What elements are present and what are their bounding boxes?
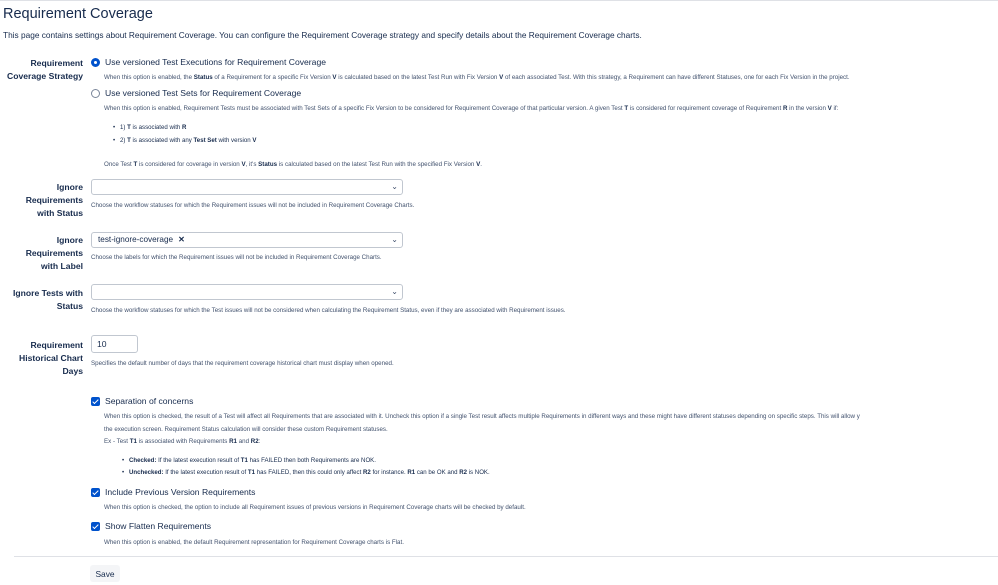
form-divider	[14, 556, 998, 557]
checkbox-label: Separation of concerns	[105, 396, 194, 406]
checkbox-label: Include Previous Version Requirements	[105, 487, 256, 497]
historical-days-input[interactable]	[91, 335, 138, 353]
strategy-label: Requirement Coverage Strategy	[7, 58, 83, 81]
top-border	[0, 0, 998, 1]
ignore-tests-select[interactable]	[91, 284, 403, 300]
remove-tag-icon[interactable]: ✕	[178, 235, 185, 244]
separation-unchecked-bullet: • Unchecked: If the latest execution result of T1 has FAILED, then this could only affect R2 for instance. R1 can be OK and R2 is NOK.	[129, 469, 490, 476]
option2-once-description: Once Test T is considered for coverage in version V, it's Status is calculated based on the latest Test Run with the specified Fix Version V.	[104, 161, 482, 168]
checkbox-checked-icon[interactable]	[91, 397, 100, 406]
radio-versioned-test-executions[interactable]	[91, 57, 326, 67]
radio-label: Use versioned Test Executions for Requirement Coverage	[105, 57, 327, 67]
show-flatten-checkbox[interactable]	[91, 521, 211, 531]
ignore-status-description: Choose the workflow statuses for which the Requirement issues will not be included in Requirement Coverage Charts.	[91, 202, 415, 209]
ignore-tests-description: Choose the workflow statuses for which the Test issues will not be considered when calculating the Requirement Status, even if they are associated with Requirement issues.	[91, 307, 566, 314]
label-tag: test-ignore-coverage ✕	[98, 235, 185, 244]
chevron-down-icon[interactable]: ⌄	[391, 182, 398, 191]
ignore-label-label: Ignore Requirements with Label	[25, 235, 83, 271]
ignore-status-label: Ignore Requirements with Status	[25, 182, 83, 218]
checkbox-checked-icon[interactable]	[91, 522, 100, 531]
chevron-down-icon[interactable]: ⌄	[391, 235, 398, 244]
include-previous-description: When this option is checked, the option to include all Requirement issues of previous versions in Requirement Coverage charts will be checked by default.	[104, 504, 526, 511]
separation-example: Ex - Test T1 is associated with Requirements R1 and R2:	[104, 438, 261, 445]
ignore-label-select[interactable]	[91, 232, 403, 248]
save-button[interactable]: Save	[90, 565, 120, 582]
ignore-status-select[interactable]	[91, 179, 403, 195]
ignore-tests-label: Ignore Tests with Status	[12, 288, 83, 311]
page-title: Requirement Coverage	[3, 6, 153, 22]
option2-bullet-1: • 1) T is associated with R	[120, 124, 186, 131]
page-intro: This page contains settings about Requirement Coverage. You can configure the Requirement Coverage strategy and specify details about the Requirement Coverage charts.	[3, 30, 642, 40]
radio-versioned-test-sets[interactable]	[91, 88, 301, 98]
option1-description: When this option is enabled, the Status of a Requirement for a specific Fix Version V is calculated based on the latest Test Run with Fix Version V of each associated Test. With this strategy, a Requirement can have different Statuses, one for each Fix Version in the project.	[104, 74, 850, 81]
chevron-down-icon[interactable]: ⌄	[391, 287, 398, 296]
checkbox-checked-icon[interactable]	[91, 488, 100, 497]
radio-unselected-icon[interactable]	[91, 89, 100, 98]
historical-days-label: Requirement Historical Chart Days	[19, 340, 83, 376]
radio-label: Use versioned Test Sets for Requirement Coverage	[105, 88, 302, 98]
separation-checked-bullet: • Checked: If the latest execution result of T1 has FAILED then both Requirements are NOK.	[129, 457, 376, 464]
option2-description: When this option is enabled, Requirement Tests must be associated with Test Sets of a specific Fix Version to be considered for Requirement Coverage of that particular version. A given Test T is considered for requirement coverage of Requirement R in the version V if:	[104, 105, 839, 112]
ignore-label-description: Choose the labels for which the Requirement issues will not be included in Requirement Coverage Charts.	[91, 254, 382, 261]
separation-checkbox[interactable]	[91, 396, 193, 406]
historical-days-description: Specifies the default number of days that the requirement coverage historical chart must display when opened.	[91, 360, 394, 367]
separation-description-2: the execution screen. Requirement Status calculation will consider these custom Requirement statuses.	[104, 426, 388, 433]
checkbox-label: Show Flatten Requirements	[105, 521, 212, 531]
option2-bullet-2: • 2) T is associated with any Test Set with version V	[120, 137, 256, 144]
include-previous-checkbox[interactable]	[91, 487, 255, 497]
radio-selected-icon[interactable]	[91, 58, 100, 67]
separation-description-1: When this option is checked, the result of a Test will affect all Requirements that are associated with it. Uncheck this option if a single Test result affects multiple Requirements in different ways and these might have different statuses depending on specific steps. This will allow y	[104, 413, 860, 420]
show-flatten-description: When this option is enabled, the default Requirement representation for Requirement Coverage charts is Flat.	[104, 539, 404, 546]
